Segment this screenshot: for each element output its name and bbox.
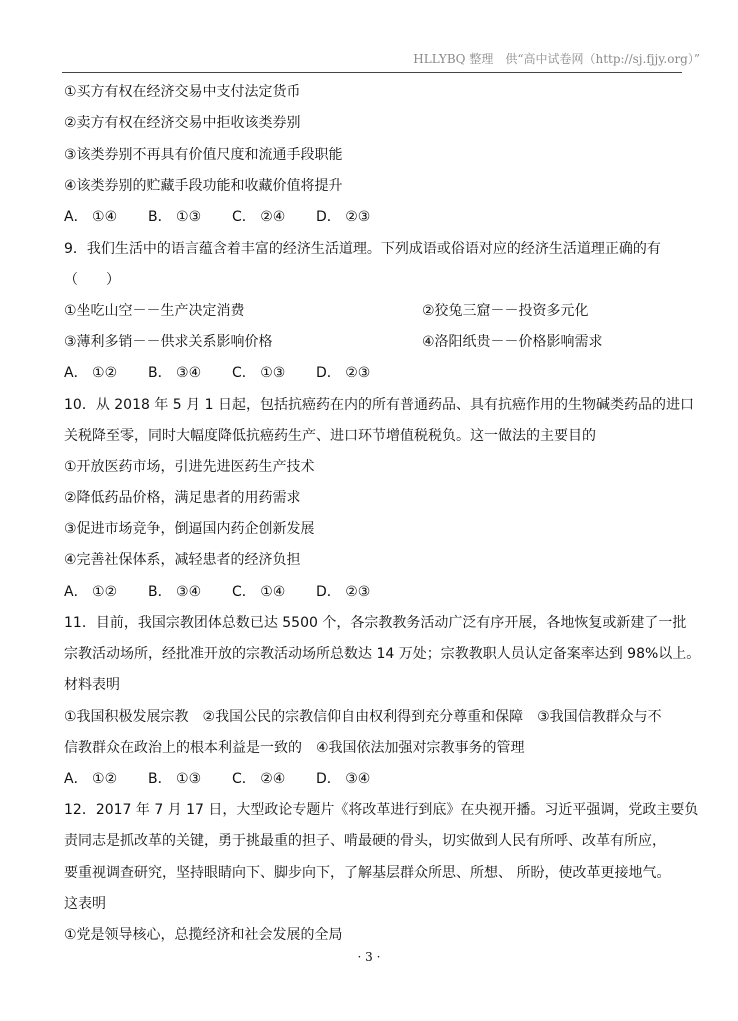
q11-stem-line-2: 宗教活动场所，经批准开放的宗教活动场所总数达 14 万处；宗教教职人员认定备案率达到 98%以上。 [64, 646, 701, 662]
q8-options [64, 208, 370, 226]
q9-item-1: ①坐吃山空－－生产决定消费 [64, 303, 245, 319]
q8-item-1: ①买方有权在经济交易中支付法定货币 [64, 84, 301, 100]
q10-stem-line-2: 关税降至零，同时大幅度降低抗癌药生产、进口环节增值税税负。这一做法的主要目的 [64, 428, 596, 444]
q9-items-row-2 [64, 333, 603, 351]
q11-stem-line-1: 11．目前，我国宗教团体总数已达 5500 个，各宗教教务活动广泛有序开展，各地恢复或新建了一批 [64, 615, 687, 631]
q11-option-b: B． ①③ [148, 771, 202, 787]
q11-items-line-2: 信教群众在政治上的根本利益是一致的 ④我国依法加强对宗教事务的管理 [64, 740, 525, 756]
q11-stem-line-3: 材料表明 [64, 677, 120, 693]
q12-item-1: ①党是领导核心，总揽经济和社会发展的全局 [64, 927, 343, 943]
q10-item-1: ①开放医药市场，引进先进医药生产技术 [64, 459, 315, 475]
q8-option-c: C． ②④ [232, 209, 286, 225]
q10-item-3: ③促进市场竞争，倒逼国内药企创新发展 [64, 521, 315, 537]
q9-items-row-1 [64, 302, 589, 320]
page-header: HLLYBQ 整理 供“高中试卷网（http://sj.fjjy.org）” [413, 52, 700, 66]
q9-option-a: A． ①② [64, 365, 118, 381]
q8-item-3: ③该类券别不再具有价值尺度和流通手段职能 [64, 147, 343, 163]
q11-option-d: D． ③④ [316, 771, 371, 787]
q8-option-b: B． ①③ [148, 209, 202, 225]
q11-option-a: A． ①② [64, 771, 118, 787]
q11-option-c: C． ②④ [232, 771, 286, 787]
q8-option-a: A． ①④ [64, 209, 118, 225]
q8-item-2: ②卖方有权在经济交易中拒收该类券别 [64, 115, 301, 131]
q11-options [64, 770, 370, 788]
q12-stem-line-4: 这表明 [64, 896, 106, 912]
q12-stem-line-3: 要重视调查研究，坚持眼睛向下、脚步向下，了解基层群众所思、所想、 所盼，使改革更接地气。 [64, 865, 671, 881]
header-divider [62, 72, 682, 73]
q9-item-4: ④洛阳纸贵－－价格影响需求 [422, 334, 603, 350]
q8-item-4: ④该类券别的贮藏手段功能和收藏价值将提升 [64, 178, 343, 194]
q10-item-4: ④完善社保体系，减轻患者的经济负担 [64, 552, 301, 568]
q9-stem-line-1: 9．我们生活中的语言蕴含着丰富的经济生活道理。下列成语或俗语对应的经济生活道理正确的有 [64, 241, 661, 257]
q10-item-2: ②降低药品价格，满足患者的用药需求 [64, 490, 301, 506]
q10-option-d: D． ②③ [316, 584, 371, 600]
q10-option-b: B． ③④ [148, 584, 202, 600]
q11-items-line-1: ①我国积极发展宗教 ②我国公民的宗教信仰自由权利得到充分尊重和保障 ③我国信教群众与不 [64, 709, 662, 725]
q10-option-c: C． ①④ [232, 584, 286, 600]
q9-stem-line-2: （ ） [64, 272, 120, 288]
q9-item-2: ②狡兔三窟－－投资多元化 [422, 303, 589, 319]
q12-stem-line-2: 责同志是抓改革的关键，勇于挑最重的担子、啃最硬的骨头，切实做到人民有所呼、改革有所应， [64, 833, 666, 849]
page-number: · 3 · [357, 950, 381, 964]
q10-option-a: A． ①② [64, 584, 118, 600]
q10-stem-line-1: 10．从 2018 年 5 月 1 日起，包括抗癌药在内的所有普通药品、具有抗癌作用的生物碱类药品的进口 [64, 397, 694, 413]
q9-option-d: D． ②③ [316, 365, 371, 381]
q9-options [64, 364, 370, 382]
q9-item-3: ③薄利多销－－供求关系影响价格 [64, 334, 273, 350]
q8-option-d: D． ②③ [316, 209, 371, 225]
q9-option-c: C． ①③ [232, 365, 286, 381]
q9-option-b: B． ③④ [148, 365, 202, 381]
q12-stem-line-1: 12．2017 年 7 月 17 日，大型政论专题片《将改革进行到底》在央视开播。习近平强调，党政主要负 [64, 802, 699, 818]
q10-options [64, 583, 370, 601]
